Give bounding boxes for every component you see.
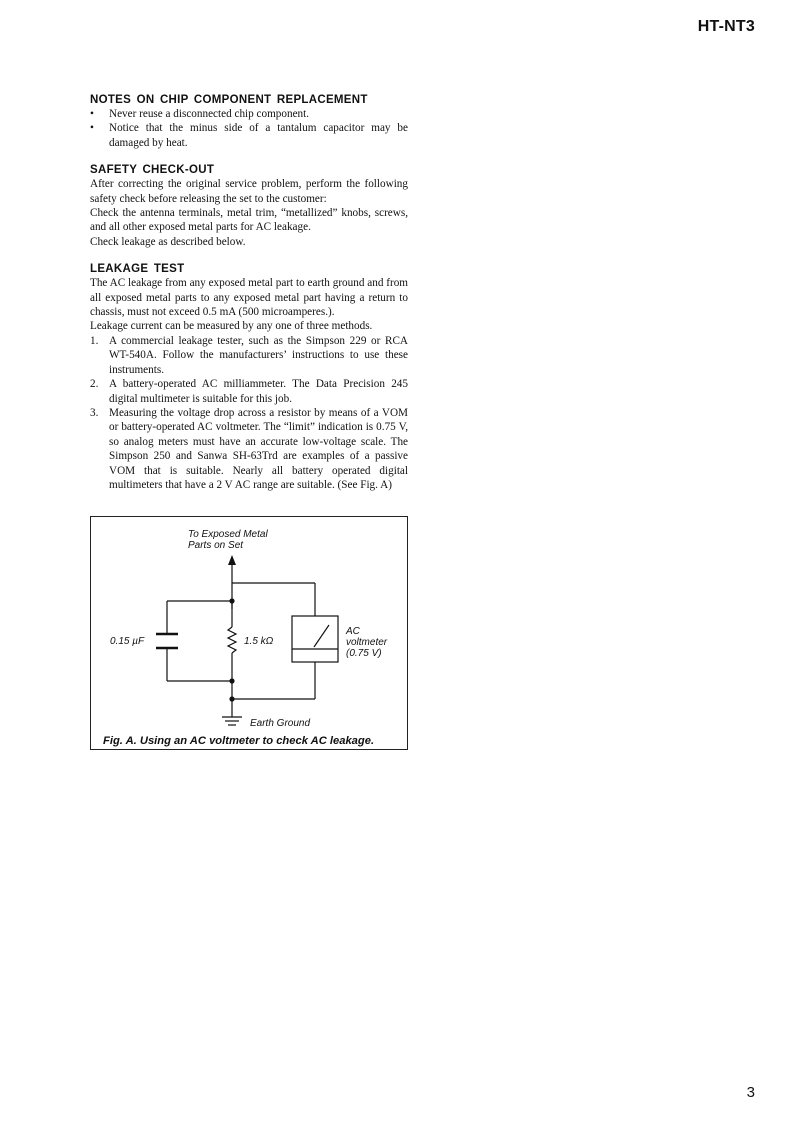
junction-dot [229, 696, 234, 701]
capacitor-label: 0.15 µF [110, 636, 145, 647]
resistor-label: 1.5 kΩ [244, 636, 274, 647]
leakage-circuit-diagram [91, 517, 409, 751]
junction-dot [229, 598, 234, 603]
list-item-number: 3. [90, 406, 99, 419]
ground-label: Earth Ground [250, 718, 311, 729]
earth-ground-icon [222, 717, 242, 725]
text-column [90, 94, 408, 506]
paragraph: Check leakage as described below. [90, 235, 246, 248]
figure-a [90, 516, 408, 750]
safety-checkout-section [90, 164, 408, 249]
arrow-up-icon [228, 555, 236, 565]
meter-label-line2: voltmeter [346, 637, 388, 648]
list-item [90, 377, 408, 406]
list-item-text: Notice that the minus side of a tantalum capacitor may be damaged by heat. [109, 122, 408, 149]
meter-label-line1: AC [346, 626, 360, 637]
safety-checkout-heading: SAFETY CHECK-OUT [90, 164, 215, 177]
model-number: HT-NT3 [697, 18, 755, 35]
list-item-number: 2. [90, 378, 99, 391]
probe-label-line2: Parts on Set [188, 540, 244, 551]
list-item [90, 334, 408, 377]
list-item-text: Never reuse a disconnected chip component. [109, 108, 310, 120]
bullet-icon: • [90, 122, 94, 135]
list-item [90, 121, 408, 150]
resistor-zigzag [228, 627, 236, 653]
page-number: 3 [746, 1084, 755, 1101]
paragraph: The AC leakage from any exposed metal part to earth ground and from all exposed metal parts to any exposed metal part having a return to chassis, must not exceed 0.5 mA (500 microamperes.). [90, 277, 408, 319]
list-item [90, 406, 408, 492]
paragraph: Check the antenna terminals, metal trim, “metallized” knobs, screws, and all other exposed metal parts for AC leakage. [90, 207, 408, 234]
chip-notes-list [90, 107, 408, 150]
paragraph: After correcting the original service problem, perform the following safety check before releasing the set to the customer: [90, 178, 408, 205]
paragraph: Leakage current can be measured by any one of three methods. [90, 320, 373, 333]
list-item-text: A battery-operated AC milliammeter. The Data Precision 245 digital multimeter is suitable for this job. [109, 378, 408, 405]
list-item-text: Measuring the voltage drop across a resistor by means of a VOM or battery-operated AC voltmeter. The “limit” indication is 0.75 V, so analog meters must have an accurate low-voltage scale. The Simpson 250 and Sanwa SH-63Trd are examples of a passive VOM that is suitable. Nearly all battery operated digital multimeters that have a 2 V AC range are suitable. (See Fig. A) [109, 406, 408, 491]
leakage-test-heading: LEAKAGE TEST [90, 263, 185, 276]
methods-list [90, 334, 408, 492]
list-item [90, 107, 408, 121]
meter-label-line3: (0.75 V) [346, 648, 382, 659]
chip-replacement-heading: NOTES ON CHIP COMPONENT REPLACEMENT [90, 94, 368, 106]
chip-replacement-section [90, 94, 408, 150]
voltmeter-box [292, 616, 338, 662]
list-item-number: 1. [90, 334, 99, 347]
leakage-test-section [90, 263, 408, 492]
figure-caption: Fig. A. Using an AC voltmeter to check AC leakage. [103, 735, 375, 747]
junction-dot [229, 678, 234, 683]
bullet-icon: • [90, 108, 94, 120]
probe-label-line1: To Exposed Metal [188, 529, 268, 540]
list-item-text: A commercial leakage tester, such as the Simpson 229 or RCA WT-540A. Follow the manufacturers’ instructions to use these instruments. [109, 334, 408, 376]
